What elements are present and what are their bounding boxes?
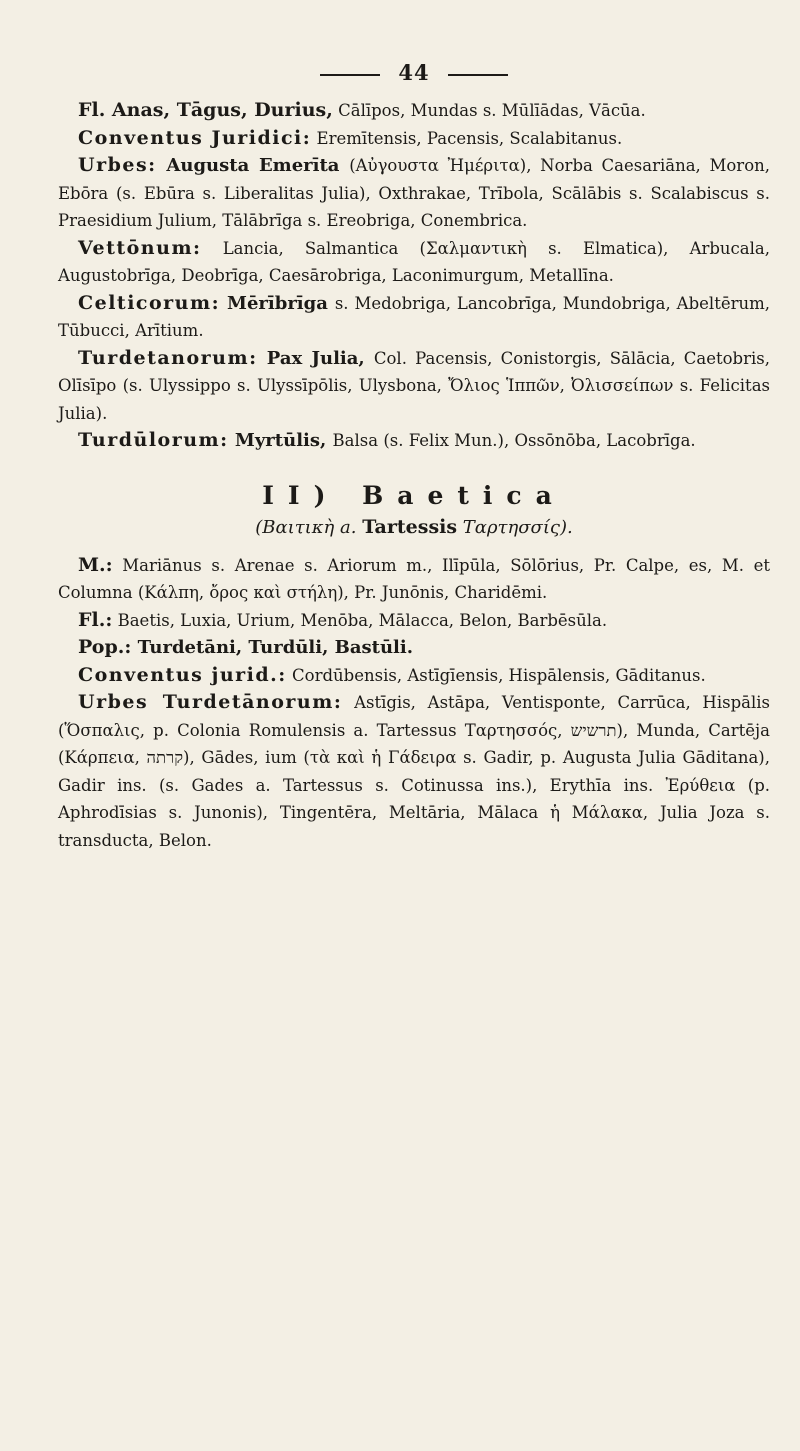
entry-turdetanorum [58,345,770,428]
right-rule [448,74,508,76]
entry-text: Eremītensis, Pacensis, Scalabitanus. [311,128,623,148]
entry-conventus-jurid [58,662,770,690]
entry-label: M.: [78,553,113,576]
entry-text: Balsa (s. Felix Mun.), Ossōnōba, Lacobrīga. [332,431,696,450]
entry-label: Vettōnum: [78,236,202,259]
entry-label: Celticorum: [78,291,221,314]
entry-vettonum [58,235,770,290]
entry-text: Mariānus s. Arenae s. Ariorum m., Ilīpūla, Sōlōrius, Pr. Calpe, es, M. et Columna (Κάλπη, ὄρος καὶ στήλη), Pr. Junōnis, Charidēmi. [58,555,770,602]
entry-text: Cordūbensis, Astīgīensis, Hispālensis, Gāditanus. [286,665,706,685]
entry-label: Turdetanorum: [78,346,258,369]
entry-urbes-turdetanorum [58,689,770,854]
entry-text: Astīgis, Astāpa, Ventisponte, Carrūca, Hispālis (Ὅσπαλις, p. Colonia Romulensis a. Tartessus Ταρτησσός, תרשיש), Munda, Cartēja (Κάρπεια, קרתה), Gādes, ium (τὰ καὶ ἡ Γάδειρα s. Gadir, p. Augusta Julia Gāditana), Gadir ins. (s. Gades a. Tartessus s. Cotinussa ins.), Erythīa ins. Ἐρύθεια (p. Aphrodīsias s. Junonis), Tingentēra, Meltāria, Mālaca ἡ Μάλακα, Julia Joza s. transducta, Belon. [58,693,770,850]
entry-label: Conventus Juridici: [78,126,312,149]
entry-label: Pop.: [78,636,132,658]
entry-celticorum [58,290,770,345]
entry-rivers-lusitania [58,97,770,125]
entry-turdulorum [58,427,770,455]
entry-bold-text: Mērībrīga [220,292,335,314]
entry-text: Cālīpos, Mundas s. Mūlīādas, Vācūa. [332,101,646,120]
entry-label: Fl.: [78,608,113,631]
entry-label: Turdūlorum: [78,429,229,451]
entry-rivers-baetica [58,607,770,635]
entry-populi [58,634,770,662]
entry-bold-text: Pax Julia, [257,347,374,369]
section-title-baetica: II) Baetica [262,480,566,510]
entry-label: Urbes Turdetānorum: [78,691,343,713]
page-number: 44 [398,60,430,85]
entry-text: Lancia, Salmantica (Σαλμαντικὴ s. Elmatica), Arbucala, Augustobrīga, Deobrīga, Caesārobriga, Laconimurgum, Metallīna. [58,238,770,285]
entry-text: Turdetāni, Turdūli, Bastūli. [131,637,413,658]
subtitle-tartessis: Tartessis [362,515,458,538]
entry-text: Col. Pacensis, Conistorgis, Sālācia, Caetobris, Olīsīpo (s. Ulyssippo s. Ulyssīpōlis, Ulysbona, Ὄλιος Ἱππῶν, Ὀλισσείπων s. Felicitas Julia). [58,348,770,423]
subtitle-greek-2: Ταρτησσίς). [457,516,573,538]
left-rule [320,74,380,76]
entry-bold-text: Myrtūlis, [228,430,333,451]
entry-text: Baetis, Luxia, Urium, Menōba, Mālacca, Belon, Barbēsūla. [112,610,608,630]
entry-conventus-juridici [58,125,770,153]
entry-label: Conventus jurid.: [78,663,287,686]
page-number-line [58,60,770,85]
entry-text: (Αὐγουστα Ἠμέριτα), Norba Caesariāna, Moron, Ebōra (s. Ebūra s. Liberalitas Julia), Oxthrakae, Trībola, Scālābis s. Scalabiscus s. Praesidium Julium, Tālābrīga s. Ereobriga, Conembrica. [58,156,770,230]
entry-label: Urbes: [78,154,157,176]
entry-bold-text: Augusta Emerīta [156,155,350,176]
subtitle-greek-1: (Βαιτικὴ a. [255,516,363,538]
document-page [58,60,770,854]
entry-urbes [58,152,770,235]
section-subtitle [58,516,770,538]
entry-mountains [58,552,770,607]
entry-text: s. Medobriga, Lancobrīga, Mundobriga, Abeltērum, Tūbucci, Arītium. [58,293,770,340]
entry-label: Fl. Anas, Tāgus, Durius, [78,99,333,121]
